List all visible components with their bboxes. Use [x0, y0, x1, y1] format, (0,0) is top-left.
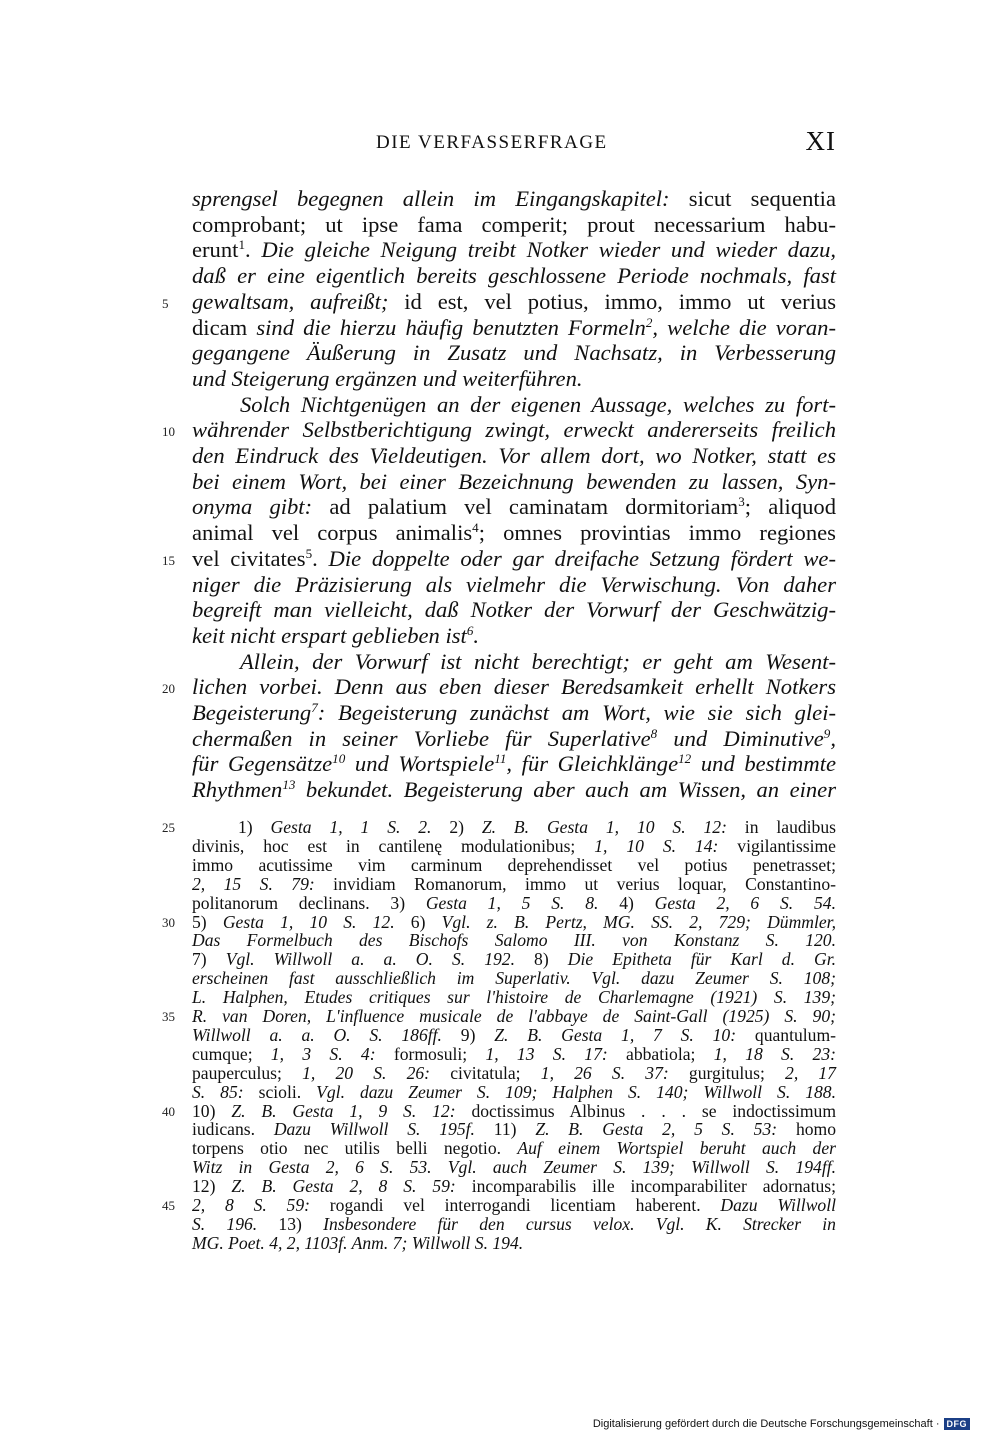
- line-number: 35: [162, 1009, 175, 1024]
- footnote-line: S. 196. 13) Insbesondere für den cursus velox. Vgl. K. Strecker in: [192, 1213, 836, 1234]
- body-line: onyma gibt: ad palatium vel caminatam dormitoriam$^3$; aliquod: [192, 494, 837, 520]
- footnote-line: Witz in Gesta 2, 6 S. 53. Vgl. auch Zeumer S. 139; Willwoll S. 194ff.: [192, 1157, 836, 1178]
- running-title: DIE VERFASSERFRAGE: [376, 132, 608, 153]
- body-line: bei einem Wort, bei einer Bezeichnung bewenden zu lassen, Syn-: [192, 468, 836, 494]
- footnote-line: 2, 8 S. 59: rogandi vel interrogandi licentiam haberent. Dazu Willwoll: [192, 1195, 836, 1215]
- footnote-line: Willwoll a. a. O. S. 186ff. 9) Z. B. Gesta 1, 7 S. 10: quantulum-: [192, 1024, 837, 1045]
- body-line: comprobant; ut ipse fama comperit; prout necessarium habu-: [192, 211, 836, 237]
- footnote-line: L. Halphen, Etudes critiques sur l'histoire de Charlemagne (1921) S. 139;: [192, 987, 836, 1008]
- digitization-credit: [593, 1418, 970, 1430]
- page-number: XI: [805, 126, 836, 156]
- body-line: Allein, der Vorwurf ist nicht berechtigt; er geht am Wesent-: [240, 648, 836, 674]
- line-number: 20: [162, 681, 175, 697]
- line-number: 40: [162, 1103, 175, 1119]
- dfg-logo: DFG: [944, 1418, 971, 1430]
- body-line: währender Selbstberichtigung zwingt, erweckt andererseits freilich: [192, 417, 836, 443]
- footnote-line: 2, 15 S. 79: invidiam Romanorum, immo ut verius loquar, Constantino-: [192, 873, 836, 894]
- body-line: erunt$^1$. Die gleiche Neigung treibt Notker wieder und wieder dazu,: [192, 237, 837, 263]
- body-line: niger die Präzisierung als vielmehr die Verwischung. Von daher: [192, 571, 836, 597]
- footnote-line: S. 85: scioli. Vgl. dazu Zeumer S. 109; Halphen S. 140; Willwoll S. 188.: [192, 1081, 836, 1102]
- body-line: und Steigerung ergänzen und weiterführen.: [192, 365, 583, 391]
- line-number: 45: [162, 1198, 175, 1213]
- footnote-line: 12) Z. B. Gesta 2, 8 S. 59: incomparabilis ille incomparabiliter adornatus;: [192, 1176, 836, 1197]
- body-line: keit nicht erspart geblieben ist$^6$.: [192, 622, 480, 648]
- footnote-line: 7) Vgl. Willwoll a. a. O. S. 192. 8) Die Epitheta für Karl d. Gr.: [192, 949, 837, 970]
- body-line: gegangene Äußerung in Zusatz und Nachsatz, in Verbesserung: [192, 340, 836, 366]
- credit-text: Digitalisierung gefördert durch die Deutsche Forschungsgemeinschaft ·: [592, 1418, 940, 1430]
- footnote-line: politanorum declinans. 3) Gesta 1, 5 S. 8. 4) Gesta 2, 6 S. 54.: [192, 892, 836, 913]
- body-line: den Eindruck des Vieldeutigen. Vor allem dort, wo Notker, statt es: [192, 443, 836, 468]
- footnote-line: immo acutissime vim carminum deprehendisset vel potius penetrasset;: [192, 854, 836, 875]
- body-line: gewaltsam, aufreißt; id est, vel potius, immo, immo ut verius: [192, 288, 836, 314]
- body-line: für Gegensätze$^{10}$ und Wortspiele$^{11}$, für Gleichklänge$^{12}$ und bestimmte: [192, 751, 836, 777]
- body-line: begreift man vielleicht, daß Notker der Vorwurf der Geschwätzig-: [192, 597, 836, 623]
- footnote-line: erscheinen fast ausschließlich im Superlativ. Vgl. dazu Zeumer S. 108;: [192, 968, 836, 989]
- footnote-line: R. van Doren, L'influence musicale de l'abbaye de Saint-Gall (1925) S. 90;: [192, 1006, 836, 1026]
- body-line: daß er eine eigentlich bereits geschlossene Periode nochmals, fast: [192, 263, 836, 289]
- body-line: Begeisterung$^7$: Begeisterung zunächst am Wort, wie sie sich glei-: [192, 699, 836, 725]
- footnote-line: cumque; 1, 3 S. 4: formosuli; 1, 13 S. 17: abbatiola; 1, 18 S. 23:: [192, 1043, 836, 1064]
- body-line: Rhythmen$^{13}$ bekundet. Begeisterung aber auch am Wissen, an einer: [192, 776, 836, 803]
- body-line: chermaßen in seiner Vorliebe für Superlative$^8$ und Diminutive$^9$,: [192, 725, 836, 751]
- line-number: 10: [162, 424, 175, 440]
- line-number: 25: [162, 820, 175, 835]
- footnote-line: MG. Poet. 4, 2, 1103f. Anm. 7; Willwoll S. 194.: [192, 1232, 524, 1253]
- body-line: sprengsel begegnen allein im Eingangskapitel: sicut sequentia: [192, 186, 836, 211]
- footnote-line: 1) Gesta 1, 1 S. 2. 2) Z. B. Gesta 1, 10 S. 12: in laudibus: [238, 817, 836, 837]
- page-header: [190, 128, 836, 162]
- body-line: dicam sind die hierzu häufig benutzten Formeln$^2$, welche die voran-: [192, 314, 836, 340]
- line-number: 30: [162, 914, 175, 930]
- line-number: 15: [162, 552, 175, 568]
- body-line: vel civitates$^5$. Die doppelte oder gar dreifache Setzung fördert we-: [192, 545, 836, 571]
- body-line: lichen vorbei. Denn aus eben dieser Beredsamkeit erhellt Notkers: [192, 674, 836, 700]
- body-line: animal vel corpus animalis$^4$; omnes provintias immo regiones: [192, 519, 836, 546]
- footnote-line: pauperculus; 1, 20 S. 26: civitatula; 1, 26 S. 37: gurgitulus; 2, 17: [192, 1062, 836, 1083]
- line-number: 5: [162, 295, 169, 311]
- footnote-line: divinis, hoc est in cantilenę modulationibus; 1, 10 S. 14: vigilantissime: [192, 835, 836, 856]
- body-line: Solch Nichtgenügen an der eigenen Aussage, welches zu fort-: [240, 391, 836, 417]
- footnote-line: iudicans. Dazu Willwoll S. 195f. 11) Z. B. Gesta 2, 5 S. 53: homo: [192, 1119, 837, 1140]
- footnote-line: 5) Gesta 1, 10 S. 12. 6) Vgl. z. B. Pertz, MG. SS. 2, 729; Dümmler,: [192, 911, 836, 932]
- footnote-line: 10) Z. B. Gesta 1, 9 S. 12: doctissimus Albinus . . . se indoctissimum: [192, 1100, 837, 1121]
- footnote-line: torpens otio nec utilis belli negotio. Auf einem Wortspiel beruht auch der: [192, 1138, 836, 1159]
- footnote-line: Das Formelbuch des Bischofs Salomo III. von Konstanz S. 120.: [192, 930, 836, 951]
